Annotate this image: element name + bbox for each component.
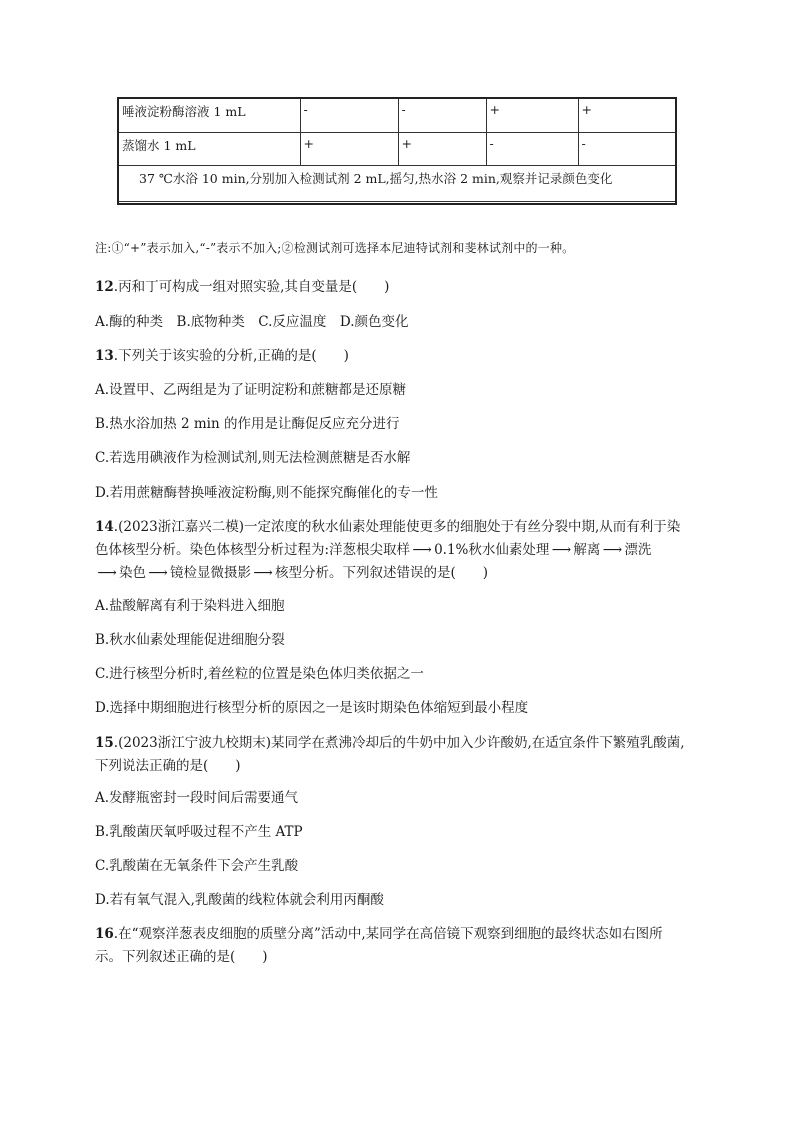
question-text: .(2023浙江嘉兴二模)一定浓度的秋水仙素处理能使更多的细胞处于有丝分裂中期,从而有利于染 xyxy=(113,519,681,535)
arrow-right-icon: ⟶ xyxy=(148,565,168,581)
question-13-option-c: C.若选用碘液作为检测试剂,则无法检测蔗糖是否水解 xyxy=(95,450,411,466)
question-14-option-d: D.选择中期细胞进行核型分析的原因之一是该时期染色体缩短到最小程度 xyxy=(95,700,529,716)
question-13-option-a: A.设置甲、乙两组是为了证明淀粉和蔗糖都是还原糖 xyxy=(95,382,407,398)
question-number: 16 xyxy=(95,926,114,942)
table-cell: - xyxy=(578,132,675,165)
table-row xyxy=(119,165,675,201)
table-cell: + xyxy=(300,132,398,165)
question-16-stem-line2: 示。下列叙述正确的是( ) xyxy=(95,949,268,965)
question-15-option-c: C.乳酸菌在无氧条件下会产生乳酸 xyxy=(95,858,299,874)
arrow-right-icon: ⟶ xyxy=(97,565,117,581)
process-step: 0.1%秋水仙素处理 xyxy=(434,542,550,558)
table-row xyxy=(119,132,675,165)
question-text: .丙和丁可构成一组对照实验,其自变量是( ) xyxy=(113,279,390,295)
question-13-option-b: B.热水浴加热 2 min 的作用是让酶促反应充分进行 xyxy=(95,416,400,432)
row-label: 蒸馏水 1 mL xyxy=(119,132,300,165)
question-14-stem-line1 xyxy=(95,515,680,535)
arrow-right-icon: ⟶ xyxy=(412,542,432,558)
experiment-table xyxy=(117,97,677,205)
question-text: .(2023浙江宁波九校期末)某同学在煮沸冷却后的牛奶中加入少许酸奶,在适宜条件下繁殖乳酸菌, xyxy=(113,735,685,751)
row-label: 唾液淀粉酶溶液 1 mL xyxy=(119,99,300,132)
question-15-option-b: B.乳酸菌厌氧呼吸过程不产生 ATP xyxy=(95,824,303,840)
question-14-option-b: B.秋水仙素处理能促进细胞分裂 xyxy=(95,632,285,648)
process-step: 核型分析。下列叙述错误的是( ) xyxy=(275,565,489,581)
question-number: 14 xyxy=(95,519,114,535)
process-step: 染色 xyxy=(119,565,146,581)
question-15-option-d: D.若有氧气混入,乳酸菌的线粒体就会利用丙酮酸 xyxy=(95,892,384,908)
process-step: 解离 xyxy=(573,542,601,558)
table-cell: - xyxy=(486,132,578,165)
table-footer-cell: 37 ℃水浴 10 min,分别加入检测试剂 2 mL,摇匀,热水浴 2 min,观察并记录颜色变化 xyxy=(119,165,675,201)
question-number: 15 xyxy=(95,735,114,751)
question-text: .下列关于该实验的分析,正确的是( ) xyxy=(113,348,349,364)
question-14-option-a: A.盐酸解离有利于染料进入细胞 xyxy=(95,598,285,614)
question-14-stem-line3 xyxy=(95,561,488,581)
question-number: 13 xyxy=(95,348,114,364)
question-15-stem-line2: 下列说法正确的是( ) xyxy=(95,758,241,774)
question-number: 12 xyxy=(95,279,114,295)
question-14-stem-line2 xyxy=(95,538,651,558)
table-cell: + xyxy=(578,99,675,132)
table-row xyxy=(119,99,675,132)
question-14-option-c: C.进行核型分析时,着丝粒的位置是染色体归类依据之一 xyxy=(95,666,424,682)
arrow-right-icon: ⟶ xyxy=(253,565,273,581)
question-13-option-d: D.若用蔗糖酶替换唾液淀粉酶,则不能探究酶催化的专一性 xyxy=(95,485,438,501)
question-15-stem-line1 xyxy=(95,731,685,751)
process-step: 漂洗 xyxy=(624,542,652,558)
table-cell: - xyxy=(398,99,486,132)
arrow-right-icon: ⟶ xyxy=(551,542,572,558)
question-12-stem xyxy=(95,275,389,295)
process-step: 镜检显微摄影 xyxy=(170,565,251,581)
table-cell: - xyxy=(300,99,398,132)
question-13-stem xyxy=(95,344,349,364)
question-text: .在“观察洋葱表皮细胞的质壁分离”活动中,某同学在高倍镜下观察到细胞的最终状态如右图所 xyxy=(113,926,663,942)
table-note: 注:①“+”表示加入,“-”表示不加入;②检测试剂可选择本尼迪特试剂和斐林试剂中的一种。 xyxy=(95,241,575,255)
experiment-table-grid xyxy=(119,99,675,202)
question-text: 色体核型分析。染色体核型分析过程为:洋葱根尖取样 xyxy=(95,542,411,558)
question-12-options: A.酶的种类 B.底物种类 C.反应温度 D.颜色变化 xyxy=(95,314,409,330)
table-cell: + xyxy=(486,99,578,132)
table-cell: + xyxy=(398,132,486,165)
question-16-stem-line1 xyxy=(95,922,663,942)
question-15-option-a: A.发酵瓶密封一段时间后需要通气 xyxy=(95,790,299,806)
arrow-right-icon: ⟶ xyxy=(602,542,623,558)
